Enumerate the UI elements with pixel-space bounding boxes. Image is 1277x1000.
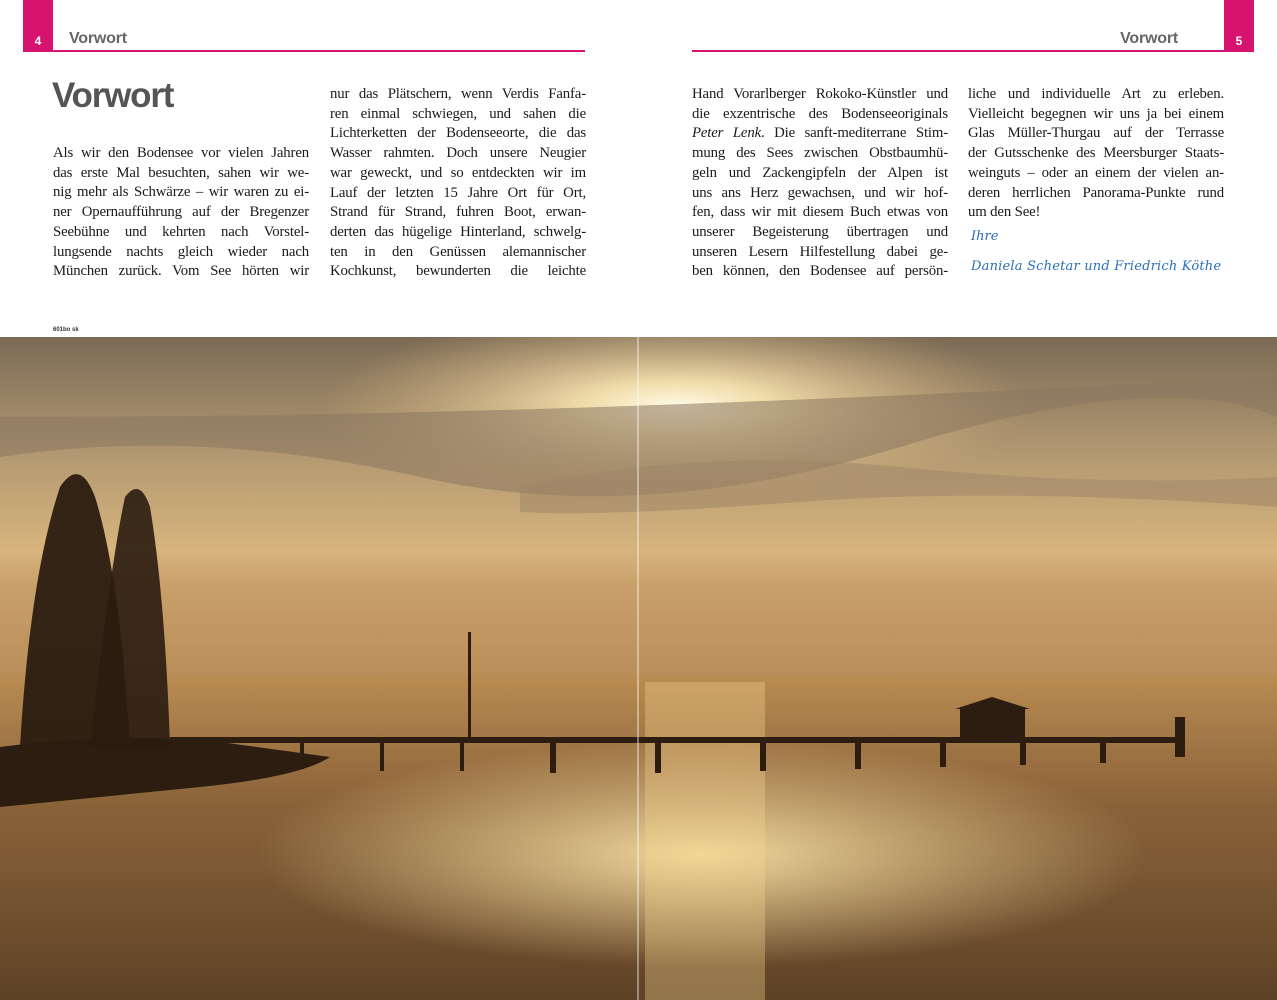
text-line: Wasser rahmten. Doch unsere Neugier <box>330 145 586 162</box>
page-number-tab-right <box>1224 0 1254 52</box>
text-line: lungsende nachts gleich wieder nach <box>53 243 309 260</box>
text-line: war geweckt, und so entdeckten wir im <box>330 164 586 181</box>
text-line: Kochkunst, bewunderten die leichte <box>330 263 586 280</box>
text-line: Hand Vorarlberger Rokoko-Künstler und <box>692 86 948 102</box>
header-rule-right <box>692 50 1224 52</box>
text-line: um den See! <box>968 204 1041 221</box>
text-line: fen, dass wir mit diesem Buch etwas von <box>692 204 948 221</box>
text-line: der Gutsschenke des Meersburger Staats- <box>968 145 1224 162</box>
text-line: Glas Müller-Thurgau auf der Terrasse <box>968 125 1224 142</box>
text-line: Strand für Strand, fuhren Boot, erwan- <box>330 204 586 221</box>
header-rule-left <box>53 50 585 52</box>
text-line: nig mehr als Schwärze – wir waren zu ei- <box>53 184 309 201</box>
page-number-left: 4 <box>34 34 42 48</box>
text-line: München zurück. Vom See hörten wir <box>53 263 309 280</box>
text-line-with-name <box>692 124 948 144</box>
text-line: uns ans Herz gewachsen, und wir hof- <box>692 184 948 201</box>
print-code-label: 601bo sk <box>53 327 79 333</box>
text-line: Als wir den Bodensee vor vielen Jahren <box>53 145 309 161</box>
text-column-4 <box>968 85 1224 223</box>
text-line: ren einmal schwiegen, und sahen die <box>330 105 586 122</box>
page-number-right: 5 <box>1235 34 1243 48</box>
lake-sunset-photo <box>0 337 1277 1000</box>
text-line: weinguts – oder an einem der vielen an- <box>968 164 1224 181</box>
person-name: Peter Lenk <box>692 125 761 142</box>
text-line: ben können, den Bodensee auf persön- <box>692 263 948 280</box>
text-line: derten das hügelige Hinterland, schwelg- <box>330 223 586 240</box>
text-line: liche und individuelle Art zu erleben. <box>968 86 1224 102</box>
text-line: ner Opernaufführung auf der Bregenzer <box>53 204 309 221</box>
text-line: Lichterketten der Bodenseeorte, die das <box>330 125 586 142</box>
chapter-title: Vorwort <box>52 76 174 115</box>
text-fragment: . Die sanft-mediterrane Stim- <box>761 125 948 142</box>
running-head-right: Vorwort <box>1120 30 1178 47</box>
text-line: unseren Lesern Hilfestellung dabei ge- <box>692 243 948 260</box>
text-line: mung des Sees zwischen Obstbaumhü- <box>692 145 948 162</box>
text-line: Vielleicht begegnen wir uns ja bei einem <box>968 105 1224 122</box>
signature-greeting: Ihre <box>971 229 999 244</box>
running-head-left: Vorwort <box>69 30 127 47</box>
signature-names: Daniela Schetar und Friedrich Köthe <box>971 259 1222 274</box>
text-line: das erste Mal besuchten, sahen wir we- <box>53 164 309 181</box>
text-column-1 <box>53 144 309 282</box>
text-line: unserer Begeisterung übertragen und <box>692 223 948 240</box>
text-line: deren herrlichen Panorama-Punkte rund <box>968 184 1224 201</box>
text-line: geln und Zackengipfeln der Alpen ist <box>692 164 948 181</box>
text-line: nur das Plätschern, wenn Verdis Fanfa- <box>330 86 586 102</box>
page-number-tab-left <box>23 0 53 52</box>
text-column-2 <box>330 85 586 282</box>
text-line: die exzentrische des Bodenseeoriginals <box>692 105 948 122</box>
text-line: Seebühne und kehrten nach Vorstel- <box>53 223 309 240</box>
text-column-3 <box>692 85 948 282</box>
text-line: Lauf der letzten 15 Jahre Ort für Ort, <box>330 184 586 201</box>
text-line: ten in den Genüssen alemannischer <box>330 243 586 260</box>
